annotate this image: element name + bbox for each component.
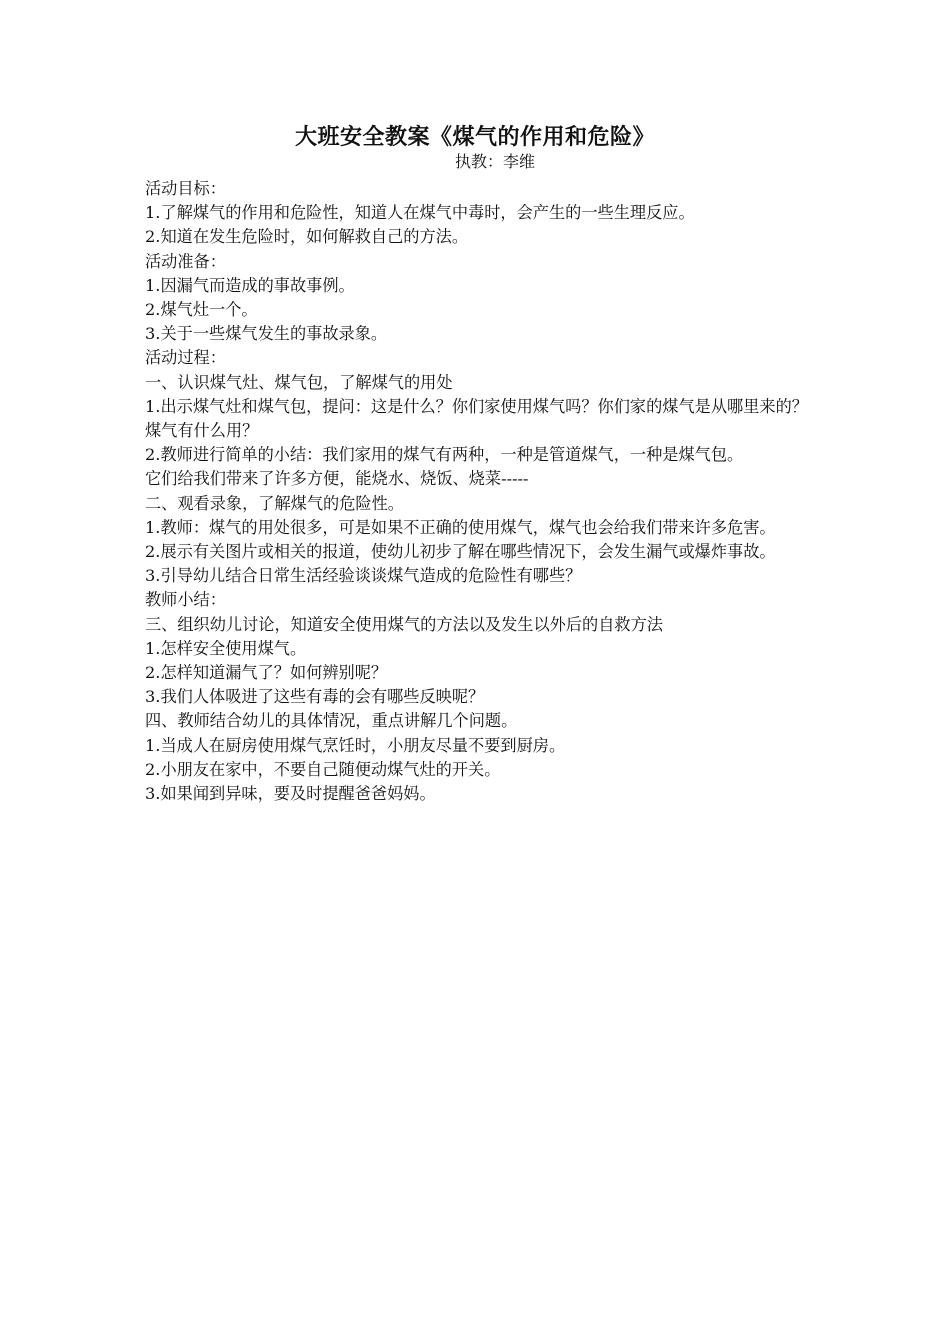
preparation-item: 1.因漏气而造成的事故事例。 [145, 275, 355, 295]
document-author: 执教：李维 [454, 152, 535, 171]
process-item: 2.教师进行简单的小结：我们家用的煤气有两种，一种是管道煤气，一种是煤气包。 [145, 445, 744, 465]
process-item: 2.怎样知道漏气了？如何辨别呢？ [145, 663, 388, 683]
process-item: 1.怎样安全使用煤气。 [145, 638, 307, 658]
teacher-summary-label: 教师小结： [145, 590, 226, 610]
goal-item: 2.知道在发生危险时，如何解救自己的方法。 [145, 227, 469, 247]
preparation-item: 3.关于一些煤气发生的事故录象。 [145, 324, 388, 344]
section-heading-goals: 活动目标： [145, 179, 226, 198]
process-item: 1.出示煤气灶和煤气包，提问：这是什么？你们家使用煤气吗？你们家的煤气是从哪里来的？煤气有什么用？ [145, 396, 808, 441]
process-item: 2.展示有关图片或相关的报道，使幼儿初步了解在哪些情况下，会发生漏气或爆炸事故。 [145, 542, 776, 562]
goal-item: 1.了解煤气的作用和危险性，知道人在煤气中毒时，会产生的一些生理反应。 [145, 203, 695, 223]
process-step-heading: 四、教师结合幼儿的具体情况，重点讲解几个问题。 [145, 711, 518, 731]
process-step-heading: 三、组织幼儿讨论，知道安全使用煤气的方法以及发生以外后的自救方法 [145, 614, 663, 634]
preparation-item: 2.煤气灶一个。 [145, 300, 258, 320]
process-item: 3.引导幼儿结合日常生活经验谈谈煤气造成的危险性有哪些？ [145, 566, 582, 586]
document-body [145, 177, 813, 806]
process-item: 1.当成人在厨房使用煤气烹饪时，小朋友尽量不要到厨房。 [145, 735, 566, 755]
process-item: 3.如果闻到异味，要及时提醒爸爸妈妈。 [145, 784, 436, 804]
process-step-heading: 二、观看录象，了解煤气的危险性。 [145, 493, 404, 513]
section-heading-process: 活动过程： [145, 348, 226, 368]
process-step-heading: 一、认识煤气灶、煤气包，了解煤气的用处 [145, 372, 453, 392]
process-item: 1.教师：煤气的用处很多，可是如果不正确的使用煤气，煤气也会给我们带来许多危害。 [145, 517, 776, 537]
section-heading-preparation: 活动准备： [145, 251, 226, 271]
process-item: 它们给我们带来了许多方便，能烧水、烧饭、烧菜----- [145, 469, 529, 489]
process-item: 3.我们人体吸进了这些有毒的会有哪些反映呢？ [145, 687, 485, 707]
process-item: 2.小朋友在家中，不要自己随便动煤气灶的开关。 [145, 759, 501, 779]
document-title: 大班安全教案《煤气的作用和危险》 [294, 124, 655, 150]
